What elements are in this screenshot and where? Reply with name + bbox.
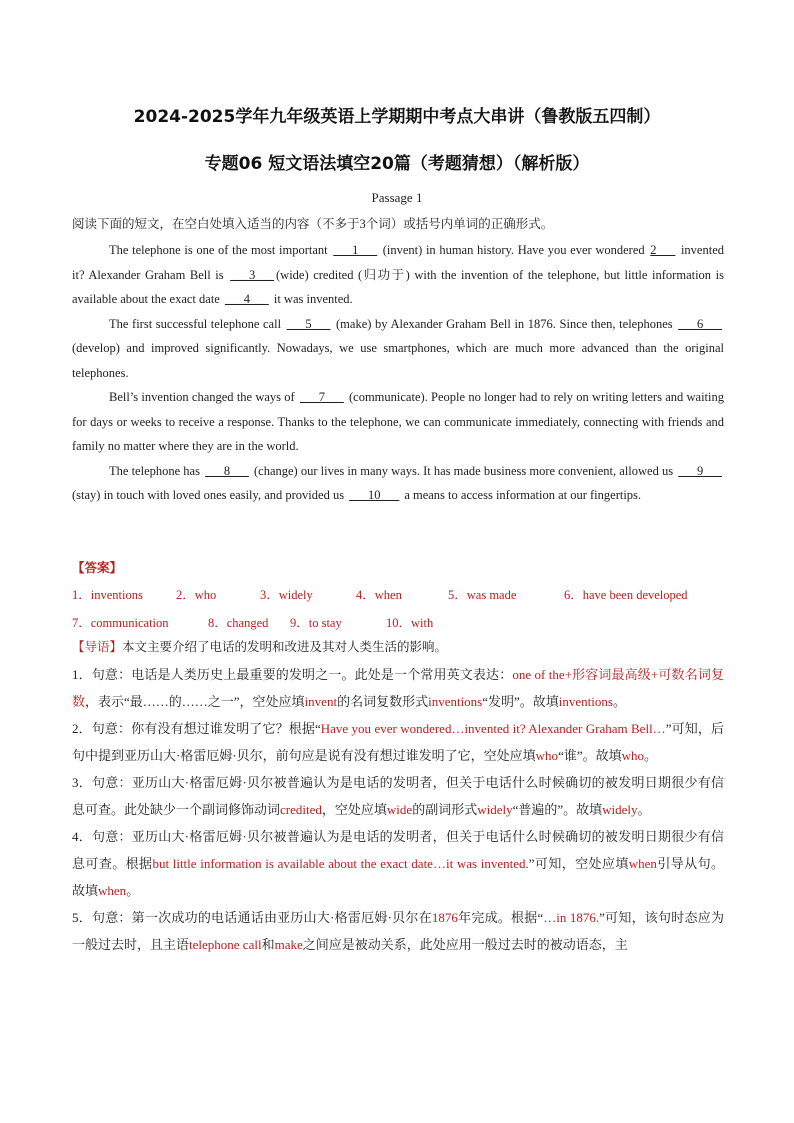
answer-10: 10．with [386, 616, 434, 630]
blank-2: 2___ [650, 243, 676, 257]
lead-label: 【导语】 [72, 640, 123, 654]
blank-3: ___3___ [230, 267, 274, 282]
passage-paragraph-2: The first successful telephone call ___5___ (make) by Alexander Graham Bell in 1876. Since then, telephones ___6___ (develop) and improved significantly. Nowadays, we use smartphones, which are much more advanced than the original telephones. [72, 316, 724, 380]
answer-2: 2．who [176, 588, 217, 602]
answer-8: 8．changed [208, 616, 269, 630]
explanation-2: 2．句意：你有没有想过谁发明了它？根据“Have you ever wondered…invented it? Alexander Graham Bell…”可知，后句中提到亚历山大·格雷厄姆·贝尔，前句应是说有没有想过谁发明了它，空处应填who“谁”。故填who。 [72, 721, 724, 763]
lead-section [72, 635, 724, 660]
blank-10: ___10___ [349, 488, 400, 502]
explanation-4: 4．句意：亚历山大·格雷厄姆·贝尔被普遍认为是电话的发明者，但关于电话什么时候确切的被发明日期很少有信息可查。根据but little information is available about the exact date…it was invented.”可知，空处应填when引导从句。故填when。 [72, 829, 724, 898]
lead-text: 本文主要介绍了电话的发明和改进及其对人类生活的影响。 [122, 640, 448, 654]
answer-6: 6．have been developed [564, 588, 688, 602]
blank-9: ___9___ [678, 463, 722, 478]
passage-paragraph-3: Bell’s invention changed the ways of ___7___ (communicate). People no longer had to rely on writing letters and waiting for days or weeks to receive a response. Thanks to the telephone, we can communicate immediately, connecting with friends and family no matter where they are in the world. [72, 390, 725, 453]
passage-paragraph-4: The telephone has ___8___ (change) our lives in many ways. It has made business more convenient, allowed us ___9___ (stay) in touch with loved ones easily, and provided us ___10___ a means to access information at our fingertips. [72, 463, 722, 502]
passage-text [72, 238, 724, 508]
blank-4: ___4___ [224, 292, 269, 306]
blank-6: ___6___ [678, 316, 722, 331]
explanation-5: 5．句意：第一次成功的电话通话由亚历山大·格雷厄姆·贝尔在1876年完成。根据“…in 1876.”可知，该句时态应为一般过去时，且主语telephone call和make之间应是被动关系，此处应用一般过去时的被动语态，主 [72, 910, 724, 952]
explanation-1: 1．句意：电话是人类历史上最重要的发明之一。此处是一个常用英文表达：one of the+形容词最高级+可数名词复数，表示“最……的……之一”，空处应填invent的名词复数形式inventions“发明”。故填inventions。 [72, 667, 724, 709]
answer-row-2 [72, 613, 433, 631]
instruction: 阅读下面的短文，在空白处填入适当的内容（不多于3个词）或括号内单词的正确形式。 [72, 217, 554, 231]
answer-4: 4．when [356, 588, 402, 602]
document-title: 2024-2025学年九年级英语上学期期中考点大串讲（鲁教版五四制） [133, 107, 661, 127]
blank-7: ___7___ [299, 390, 344, 404]
answer-1: 1．inventions [72, 588, 143, 602]
answer-5: 5．was made [448, 588, 517, 602]
answer-row-1 [72, 585, 688, 603]
answer-3: 3．widely [260, 588, 313, 602]
blank-1: ___1___ [333, 243, 378, 257]
passage-paragraph-1: The telephone is one of the most important ___1___ (invent) in human history. Have you ever wondered 2___ invented it? Alexander Graham Bell is ___3___ (wide) credited (归功于) with the invention of the telephone, but little information is available about the exact date ___4___ it was invented. [72, 243, 725, 306]
explanation-3: 3．句意：亚历山大·格雷厄姆·贝尔被普遍认为是电话的发明者，但关于电话什么时候确切的被发明日期很少有信息可查。此处缺少一个副词修饰动词credited，空处应填wide的副词形式widely“普遍的”。故填widely。 [72, 775, 724, 817]
answer-9: 9．to stay [290, 616, 342, 630]
passage-label: Passage 1 [371, 190, 423, 205]
answer-label: 【答案】 [72, 561, 123, 575]
document-subtitle: 专题06 短文语法填空20篇（考题猜想）（解析版） [204, 154, 590, 174]
blank-8: ___8___ [205, 463, 249, 478]
answer-7: 7．communication [72, 616, 169, 630]
explanations [72, 661, 724, 958]
blank-5: ___5___ [286, 316, 331, 331]
